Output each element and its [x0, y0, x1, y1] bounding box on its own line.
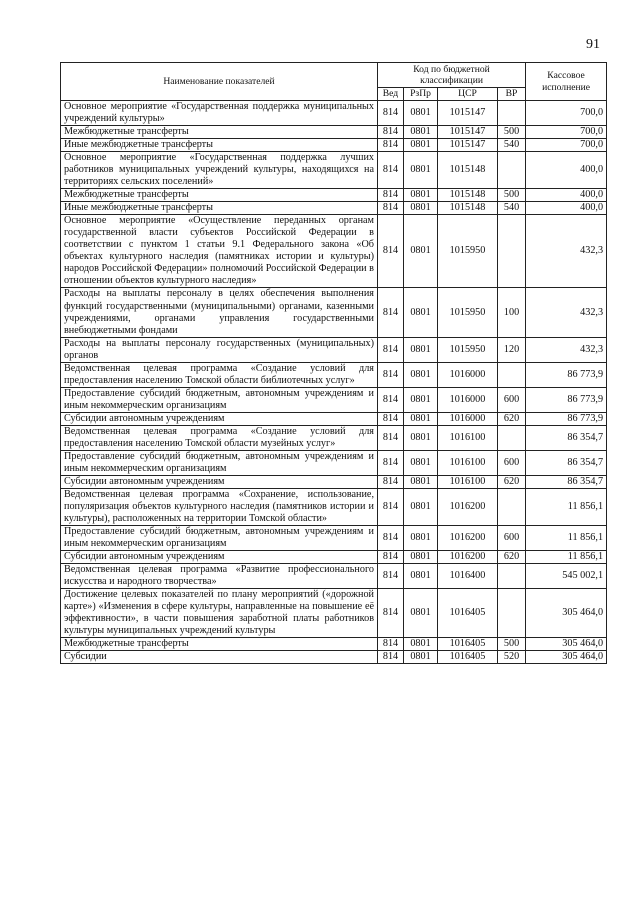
cell-ved: 814	[378, 589, 404, 638]
cell-csr: 1015147	[438, 101, 498, 126]
cell-vr: 500	[498, 126, 526, 139]
table-row	[61, 450, 607, 475]
cell-vr: 620	[498, 475, 526, 488]
table-body	[61, 101, 607, 664]
cell-name: Субсидии	[61, 651, 378, 664]
cell-vr	[498, 362, 526, 387]
cell-amount: 305 464,0	[526, 638, 607, 651]
cell-ved: 814	[378, 189, 404, 202]
cell-vr	[498, 101, 526, 126]
cell-amount: 432,3	[526, 337, 607, 362]
cell-csr: 1015147	[438, 139, 498, 152]
cell-rzpr: 0801	[404, 215, 438, 288]
table-row	[61, 126, 607, 139]
cell-amount: 545 002,1	[526, 564, 607, 589]
cell-csr: 1015950	[438, 288, 498, 337]
table-row	[61, 488, 607, 525]
cell-name: Предоставление субсидий бюджетным, автономным учреждениям и иным некоммерческим организациям	[61, 387, 378, 412]
table-row	[61, 564, 607, 589]
cell-amount: 400,0	[526, 152, 607, 189]
cell-vr: 100	[498, 288, 526, 337]
cell-amount: 400,0	[526, 202, 607, 215]
table-row	[61, 589, 607, 638]
cell-name: Иные межбюджетные трансферты	[61, 202, 378, 215]
table-row	[61, 152, 607, 189]
cell-amount: 86 773,9	[526, 387, 607, 412]
cell-vr	[498, 152, 526, 189]
cell-name: Субсидии автономным учреждениям	[61, 412, 378, 425]
cell-rzpr: 0801	[404, 589, 438, 638]
table-row	[61, 551, 607, 564]
table-header	[61, 63, 607, 101]
header-ved: Вед	[378, 88, 404, 101]
table-row	[61, 387, 607, 412]
cell-ved: 814	[378, 139, 404, 152]
cell-vr: 500	[498, 638, 526, 651]
cell-name: Основное мероприятие «Государственная поддержка лучших работников муниципальных учреждений культуры, находящихся на территориях сельских поселений»	[61, 152, 378, 189]
cell-ved: 814	[378, 337, 404, 362]
table-row	[61, 638, 607, 651]
cell-rzpr: 0801	[404, 475, 438, 488]
cell-ved: 814	[378, 126, 404, 139]
cell-ved: 814	[378, 101, 404, 126]
cell-csr: 1016000	[438, 362, 498, 387]
header-rzpr: РзПр	[404, 88, 438, 101]
cell-name: Расходы на выплаты персоналу государственных (муниципальных) органов	[61, 337, 378, 362]
cell-ved: 814	[378, 551, 404, 564]
cell-vr: 600	[498, 450, 526, 475]
cell-csr: 1016100	[438, 450, 498, 475]
cell-vr: 600	[498, 387, 526, 412]
cell-name: Достижение целевых показателей по плану мероприятий («дорожной карте») «Изменения в сфере культуры, направленные на повышение её эффективности», в части повышения заработной платы работников культуры муниципальных учреждений культуры	[61, 589, 378, 638]
table-row	[61, 337, 607, 362]
cell-rzpr: 0801	[404, 101, 438, 126]
cell-amount: 11 856,1	[526, 526, 607, 551]
cell-name: Межбюджетные трансферты	[61, 126, 378, 139]
cell-rzpr: 0801	[404, 387, 438, 412]
table-row	[61, 288, 607, 337]
cell-csr: 1015148	[438, 202, 498, 215]
table-row	[61, 202, 607, 215]
cell-ved: 814	[378, 526, 404, 551]
cell-name: Ведомственная целевая программа «Создание условий для предоставления населению Томской области музейных услуг»	[61, 425, 378, 450]
table-row	[61, 101, 607, 126]
cell-ved: 814	[378, 450, 404, 475]
cell-rzpr: 0801	[404, 337, 438, 362]
table-row	[61, 412, 607, 425]
cell-name: Ведомственная целевая программа «Развитие профессионального искусства и народного творчества»	[61, 564, 378, 589]
cell-rzpr: 0801	[404, 450, 438, 475]
cell-name: Предоставление субсидий бюджетным, автономным учреждениям и иным некоммерческим организациям	[61, 526, 378, 551]
table-row	[61, 139, 607, 152]
cell-name: Основное мероприятие «Государственная поддержка муниципальных учреждений культуры»	[61, 101, 378, 126]
cell-amount: 11 856,1	[526, 551, 607, 564]
cell-amount: 700,0	[526, 126, 607, 139]
page-number: 91	[586, 37, 600, 52]
cell-vr	[498, 564, 526, 589]
cell-csr: 1015950	[438, 337, 498, 362]
cell-ved: 814	[378, 651, 404, 664]
cell-csr: 1016000	[438, 412, 498, 425]
cell-amount: 86 354,7	[526, 450, 607, 475]
table-row	[61, 475, 607, 488]
cell-amount: 432,3	[526, 288, 607, 337]
cell-rzpr: 0801	[404, 488, 438, 525]
cell-amount: 86 354,7	[526, 475, 607, 488]
header-csr: ЦСР	[438, 88, 498, 101]
table-row	[61, 362, 607, 387]
cell-rzpr: 0801	[404, 551, 438, 564]
cell-ved: 814	[378, 288, 404, 337]
cell-vr	[498, 215, 526, 288]
cell-csr: 1016400	[438, 564, 498, 589]
cell-name: Субсидии автономным учреждениям	[61, 475, 378, 488]
cell-ved: 814	[378, 152, 404, 189]
cell-csr: 1015148	[438, 189, 498, 202]
cell-name: Межбюджетные трансферты	[61, 638, 378, 651]
cell-csr: 1015148	[438, 152, 498, 189]
cell-csr: 1016405	[438, 589, 498, 638]
cell-amount: 432,3	[526, 215, 607, 288]
table-row	[61, 189, 607, 202]
cell-ved: 814	[378, 564, 404, 589]
cell-amount: 11 856,1	[526, 488, 607, 525]
cell-rzpr: 0801	[404, 638, 438, 651]
cell-ved: 814	[378, 425, 404, 450]
cell-name: Межбюджетные трансферты	[61, 189, 378, 202]
cell-rzpr: 0801	[404, 425, 438, 450]
cell-rzpr: 0801	[404, 362, 438, 387]
cell-vr: 500	[498, 189, 526, 202]
cell-ved: 814	[378, 412, 404, 425]
cell-amount: 305 464,0	[526, 651, 607, 664]
cell-amount: 400,0	[526, 189, 607, 202]
cell-rzpr: 0801	[404, 288, 438, 337]
table-row	[61, 526, 607, 551]
cell-vr: 540	[498, 139, 526, 152]
cell-rzpr: 0801	[404, 412, 438, 425]
cell-csr: 1015147	[438, 126, 498, 139]
cell-csr: 1016200	[438, 551, 498, 564]
cell-vr: 600	[498, 526, 526, 551]
cell-name: Иные межбюджетные трансферты	[61, 139, 378, 152]
cell-rzpr: 0801	[404, 202, 438, 215]
cell-amount: 700,0	[526, 139, 607, 152]
cell-csr: 1015950	[438, 215, 498, 288]
header-name: Наименование показателей	[61, 63, 378, 101]
cell-vr	[498, 488, 526, 525]
budget-execution-table	[60, 62, 607, 664]
cell-ved: 814	[378, 638, 404, 651]
cell-ved: 814	[378, 215, 404, 288]
cell-vr	[498, 425, 526, 450]
cell-rzpr: 0801	[404, 564, 438, 589]
cell-csr: 1016405	[438, 651, 498, 664]
cell-amount: 86 773,9	[526, 412, 607, 425]
table-row	[61, 651, 607, 664]
cell-rzpr: 0801	[404, 651, 438, 664]
cell-ved: 814	[378, 202, 404, 215]
cell-ved: 814	[378, 387, 404, 412]
cell-amount: 86 354,7	[526, 425, 607, 450]
table-row	[61, 215, 607, 288]
table-row	[61, 425, 607, 450]
cell-rzpr: 0801	[404, 152, 438, 189]
cell-ved: 814	[378, 475, 404, 488]
cell-amount: 700,0	[526, 101, 607, 126]
cell-vr: 520	[498, 651, 526, 664]
cell-vr	[498, 589, 526, 638]
cell-name: Ведомственная целевая программа «Создание условий для предоставления населению Томской области библиотечных услуг»	[61, 362, 378, 387]
cell-vr: 620	[498, 412, 526, 425]
cell-amount: 305 464,0	[526, 589, 607, 638]
cell-csr: 1016100	[438, 425, 498, 450]
cell-ved: 814	[378, 362, 404, 387]
cell-vr: 120	[498, 337, 526, 362]
header-code-group: Код по бюджетной классификации	[378, 63, 526, 88]
cell-vr: 540	[498, 202, 526, 215]
cell-rzpr: 0801	[404, 126, 438, 139]
cell-csr: 1016405	[438, 638, 498, 651]
header-vr: ВР	[498, 88, 526, 101]
cell-amount: 86 773,9	[526, 362, 607, 387]
cell-name: Предоставление субсидий бюджетным, автономным учреждениям и иным некоммерческим организациям	[61, 450, 378, 475]
cell-name: Основное мероприятие «Осуществление переданных органам государственной власти субъектов Российской Федерации в соответствии с пунктом 1 статьи 9.1 Федерального закона «Об объектах культурного наследия (памятниках истории и культуры) народов Российской Федерации» полномочий Российской Федерации в отношении объектов культурного наследия»	[61, 215, 378, 288]
header-amount: Кассовое исполнение	[526, 63, 607, 101]
cell-csr: 1016200	[438, 526, 498, 551]
cell-name: Ведомственная целевая программа «Сохранение, использование, популяризация объектов культурного наследия (памятников истории и культуры), расположенных на территории Томской области»	[61, 488, 378, 525]
cell-ved: 814	[378, 488, 404, 525]
cell-name: Субсидии автономным учреждениям	[61, 551, 378, 564]
cell-rzpr: 0801	[404, 526, 438, 551]
cell-csr: 1016200	[438, 488, 498, 525]
cell-csr: 1016100	[438, 475, 498, 488]
cell-vr: 620	[498, 551, 526, 564]
cell-name: Расходы на выплаты персоналу в целях обеспечения выполнения функций государственными (муниципальными) органами, казенными учреждениями, органами управления государственными внебюджетными фондами	[61, 288, 378, 337]
cell-csr: 1016000	[438, 387, 498, 412]
cell-rzpr: 0801	[404, 139, 438, 152]
cell-rzpr: 0801	[404, 189, 438, 202]
